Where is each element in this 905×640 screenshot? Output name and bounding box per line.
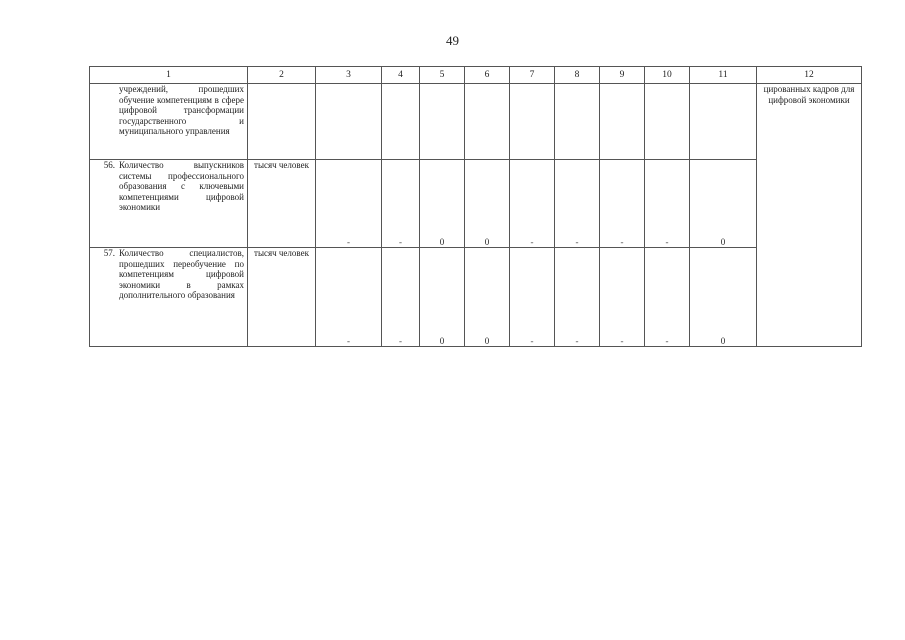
unit-cell: тысяч человек bbox=[248, 248, 316, 347]
value-cell: - bbox=[510, 248, 555, 347]
table-row bbox=[90, 160, 862, 248]
header-cell: 6 bbox=[465, 67, 510, 84]
value-cell: - bbox=[316, 248, 382, 347]
value-cell: - bbox=[316, 160, 382, 248]
value-cell: - bbox=[555, 248, 600, 347]
value-cell: - bbox=[382, 248, 420, 347]
value-cell: 0 bbox=[690, 248, 757, 347]
page-number: 49 bbox=[446, 33, 459, 48]
header-cell: 8 bbox=[555, 67, 600, 84]
header-row bbox=[90, 67, 862, 84]
value-cell: - bbox=[645, 248, 690, 347]
header-cell: 9 bbox=[600, 67, 645, 84]
row-number: 56. bbox=[103, 160, 115, 170]
header-cell: 10 bbox=[645, 67, 690, 84]
indicator-name: Количество специалистов, прошедших переобучение по компетенциям цифровой экономики в рамках дополнительного образования bbox=[119, 248, 244, 300]
value-cell: - bbox=[600, 248, 645, 347]
value-cell: - bbox=[510, 160, 555, 248]
header-cell: 1 bbox=[90, 67, 248, 84]
indicator-name: Количество выпускников системы профессионального образования с ключевыми компетенциями цифровой экономики bbox=[119, 160, 244, 212]
indicators-table bbox=[89, 66, 862, 347]
value-cell: - bbox=[382, 160, 420, 248]
row-number: 57. bbox=[103, 248, 115, 258]
value-cell: - bbox=[645, 160, 690, 248]
table-row bbox=[90, 248, 862, 347]
value-cell: 0 bbox=[465, 248, 510, 347]
table-row-continued bbox=[90, 84, 862, 160]
header-cell: 7 bbox=[510, 67, 555, 84]
header-cell: 4 bbox=[382, 67, 420, 84]
header-cell: 11 bbox=[690, 67, 757, 84]
value-cell: - bbox=[600, 160, 645, 248]
value-cell: 0 bbox=[465, 160, 510, 248]
value-cell: - bbox=[555, 160, 600, 248]
value-cell: 0 bbox=[420, 248, 465, 347]
header-cell: 3 bbox=[316, 67, 382, 84]
note-cell: цированных кадров для цифровой экономики bbox=[757, 84, 862, 347]
header-cell: 5 bbox=[420, 67, 465, 84]
value-cell: 0 bbox=[690, 160, 757, 248]
unit-cell: тысяч человек bbox=[248, 160, 316, 248]
indicator-name: учреждений, прошедших обучение компетенциям в сфере цифровой трансформации государственного и муниципального управления bbox=[119, 84, 244, 136]
header-cell: 12 bbox=[757, 67, 862, 84]
value-cell: 0 bbox=[420, 160, 465, 248]
header-cell: 2 bbox=[248, 67, 316, 84]
